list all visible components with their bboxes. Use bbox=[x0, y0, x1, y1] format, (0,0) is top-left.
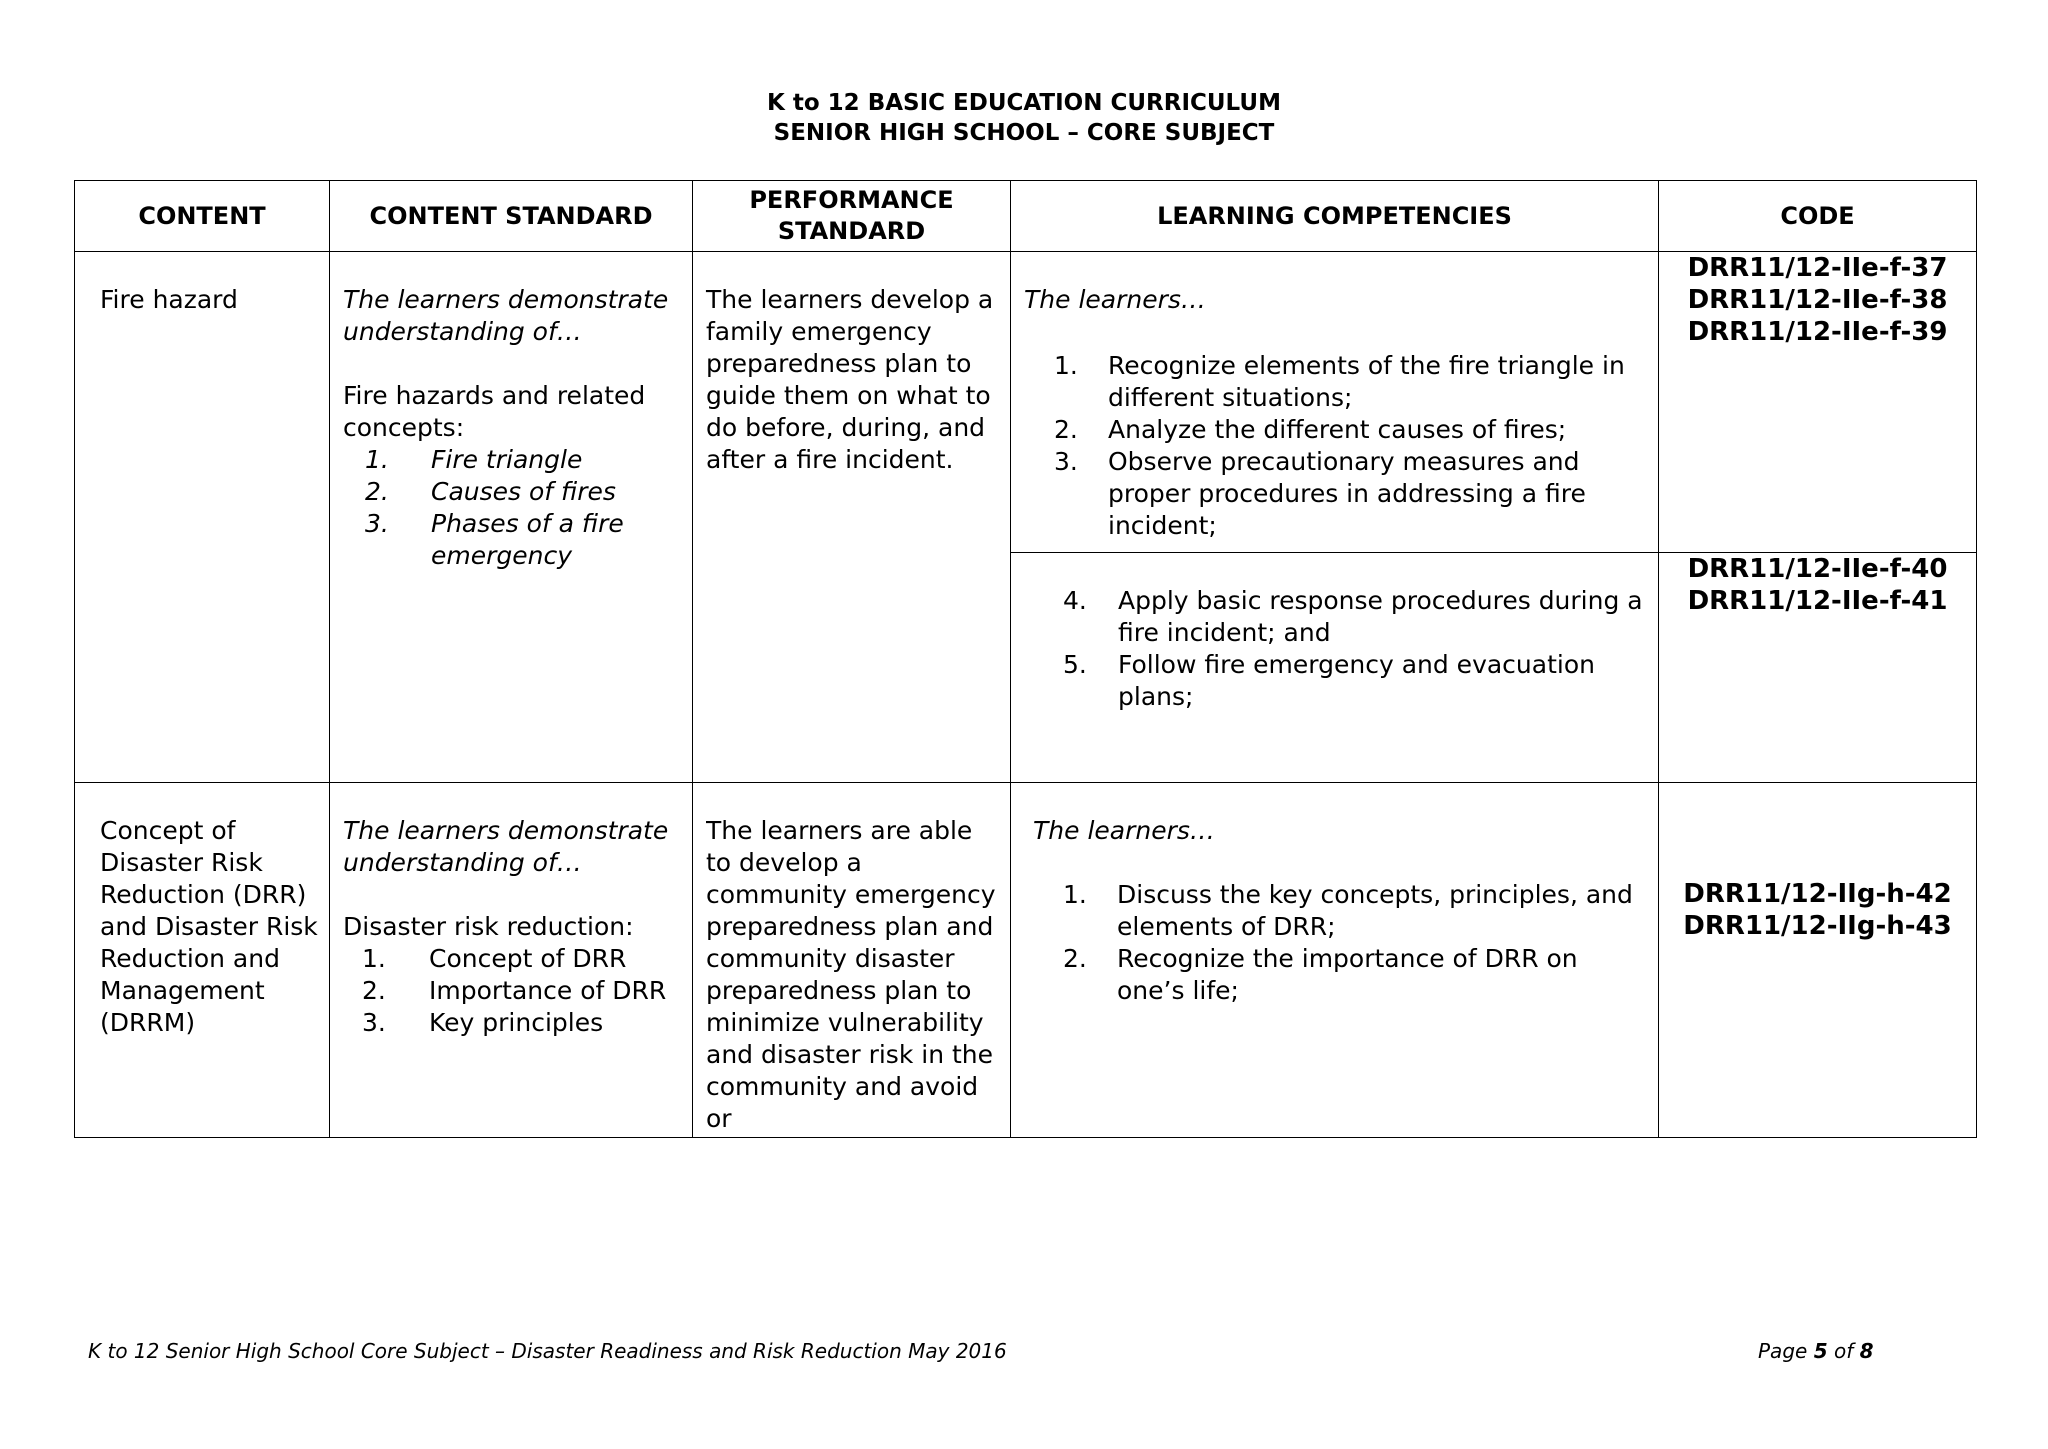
footer-page-number bbox=[1758, 1338, 1874, 1364]
table-header-row bbox=[75, 181, 1977, 252]
list-item-number: 3. bbox=[1054, 447, 1078, 476]
page-total: 8 bbox=[1859, 1339, 1874, 1363]
list-item-text: Fire triangle bbox=[431, 445, 583, 474]
content-standard-cell bbox=[330, 783, 693, 1138]
list-item bbox=[343, 943, 682, 975]
list-item-text: Concept of DRR bbox=[429, 944, 627, 973]
list-item-text: Apply basic response procedures during a fire incident; and bbox=[1118, 586, 1643, 647]
list-item-text: Key principles bbox=[429, 1008, 604, 1037]
learning-competencies-intro: The learners… bbox=[1033, 816, 1215, 845]
page-of-label: of bbox=[1833, 1339, 1854, 1363]
column-header-performance-standard: PERFORMANCE STANDARD bbox=[693, 181, 1011, 252]
content-standard-list bbox=[343, 444, 682, 572]
learning-competencies-cell bbox=[1011, 783, 1659, 1138]
learning-competencies-intro: The learners… bbox=[1024, 285, 1206, 314]
column-header-content-standard: CONTENT STANDARD bbox=[330, 181, 693, 252]
footer-document-title: K to 12 Senior High School Core Subject – Disaster Readiness and Risk Reduction May 2016 bbox=[88, 1339, 1007, 1363]
content-standard-list bbox=[343, 943, 682, 1039]
list-item bbox=[1033, 879, 1648, 943]
list-item-number: 3. bbox=[362, 1008, 386, 1037]
list-item bbox=[343, 476, 682, 508]
column-header-code: CODE bbox=[1659, 181, 1977, 252]
list-item-number: 3. bbox=[365, 509, 389, 538]
competency-code: DRR11/12-IIe-f-38 bbox=[1687, 285, 1948, 315]
list-item bbox=[1034, 649, 1648, 713]
learning-competencies-list bbox=[1033, 879, 1648, 1007]
competency-code: DRR11/12-IIg-h-42 bbox=[1683, 879, 1952, 909]
list-item bbox=[1024, 414, 1648, 446]
content-standard-intro: The learners demonstrate understanding of… bbox=[343, 285, 669, 346]
list-item bbox=[343, 444, 682, 476]
competency-code: DRR11/12-IIe-f-37 bbox=[1687, 253, 1948, 283]
code-cell bbox=[1659, 783, 1977, 1138]
competency-code: DRR11/12-IIe-f-40 bbox=[1687, 554, 1948, 584]
learning-competencies-list bbox=[1034, 585, 1648, 713]
competency-code: DRR11/12-IIe-f-41 bbox=[1687, 586, 1948, 616]
page-current: 5 bbox=[1813, 1339, 1828, 1363]
header-title: K to 12 BASIC EDUCATION CURRICULUM bbox=[767, 90, 1281, 116]
list-item-number: 2. bbox=[365, 477, 389, 506]
list-item bbox=[343, 508, 682, 572]
list-item-number: 1. bbox=[365, 445, 389, 474]
list-item bbox=[1034, 585, 1648, 649]
content-standard-lead: Fire hazards and related concepts: bbox=[343, 381, 646, 442]
list-item-text: Phases of a fire emergency bbox=[431, 509, 624, 570]
list-item-text: Follow fire emergency and evacuation plans; bbox=[1118, 650, 1595, 711]
performance-standard-text: The learners are able to develop a community emergency preparedness plan and community disaster preparedness plan to minimize vulnerability and disaster risk in the community and avoid or bbox=[706, 816, 996, 1133]
list-item bbox=[343, 1007, 682, 1039]
table-row bbox=[75, 783, 1977, 1138]
list-item bbox=[1024, 350, 1648, 414]
content-cell: Concept of Disaster Risk Reduction (DRR) and Disaster Risk Reduction and Management (DRRM) bbox=[75, 783, 330, 1138]
code-cell bbox=[1659, 252, 1977, 553]
list-item bbox=[343, 975, 682, 1007]
column-header-learning-competencies: LEARNING COMPETENCIES bbox=[1011, 181, 1659, 252]
content-standard-lead: Disaster risk reduction: bbox=[343, 912, 634, 941]
list-item-text: Recognize elements of the fire triangle in different situations; bbox=[1108, 351, 1625, 412]
content-standard-intro: The learners demonstrate understanding of… bbox=[343, 816, 669, 877]
list-item-text: Observe precautionary measures and proper procedures in addressing a fire incident; bbox=[1108, 447, 1586, 540]
content-standard-cell bbox=[330, 252, 693, 783]
content-cell: Fire hazard bbox=[75, 252, 330, 783]
list-item-number: 5. bbox=[1063, 650, 1087, 679]
list-item bbox=[1024, 446, 1648, 542]
list-item-number: 2. bbox=[1063, 944, 1087, 973]
list-item-text: Analyze the different causes of fires; bbox=[1108, 415, 1567, 444]
competency-code: DRR11/12-IIg-h-43 bbox=[1683, 911, 1952, 941]
list-item-text: Discuss the key concepts, principles, and elements of DRR; bbox=[1117, 880, 1633, 941]
performance-standard-cell bbox=[693, 783, 1011, 1138]
list-item-text: Recognize the importance of DRR on one’s life; bbox=[1117, 944, 1578, 1005]
list-item-number: 1. bbox=[1063, 880, 1087, 909]
header-subtitle: SENIOR HIGH SCHOOL – CORE SUBJECT bbox=[773, 120, 1275, 146]
list-item-text: Causes of fires bbox=[431, 477, 616, 506]
list-item-number: 2. bbox=[362, 976, 386, 1005]
document-header bbox=[0, 88, 2048, 148]
code-cell bbox=[1659, 553, 1977, 783]
list-item-number: 1. bbox=[1054, 351, 1078, 380]
table-row bbox=[75, 252, 1977, 553]
column-header-content: CONTENT bbox=[75, 181, 330, 252]
list-item-number: 4. bbox=[1063, 586, 1087, 615]
learning-competencies-cell bbox=[1011, 252, 1659, 553]
list-item-text: Importance of DRR bbox=[429, 976, 667, 1005]
learning-competencies-list bbox=[1024, 350, 1648, 542]
competency-code: DRR11/12-IIe-f-39 bbox=[1687, 317, 1948, 347]
list-item-number: 1. bbox=[362, 944, 386, 973]
learning-competencies-cell bbox=[1011, 553, 1659, 783]
page-label: Page bbox=[1758, 1339, 1808, 1363]
list-item bbox=[1033, 943, 1648, 1007]
list-item-number: 2. bbox=[1054, 415, 1078, 444]
curriculum-table bbox=[74, 180, 1977, 1138]
performance-standard-cell: The learners develop a family emergency preparedness plan to guide them on what to do before, during, and after a fire incident. bbox=[693, 252, 1011, 783]
